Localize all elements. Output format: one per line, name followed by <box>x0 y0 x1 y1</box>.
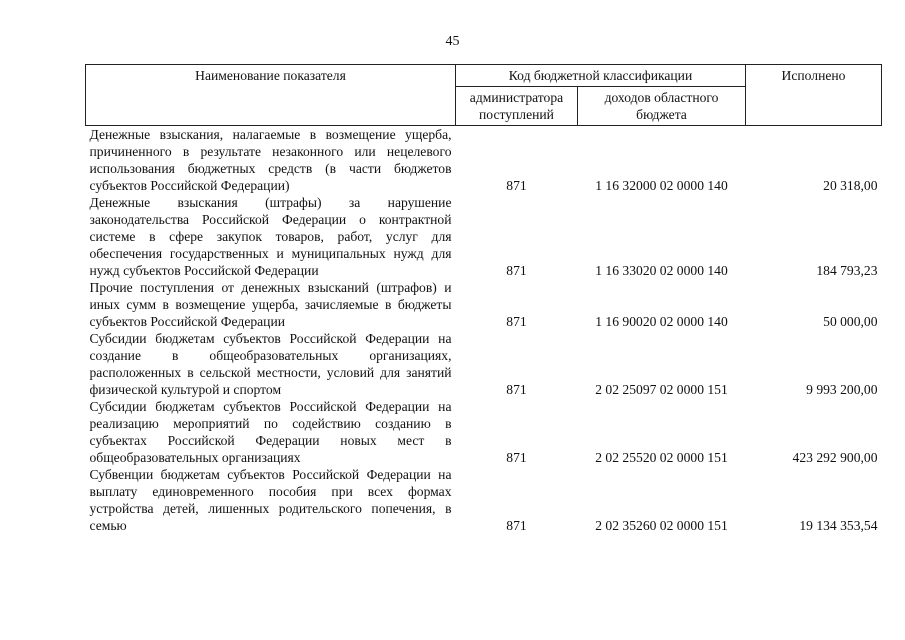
header-admin: администратора поступлений <box>456 87 578 126</box>
row-admin-code: 871 <box>506 382 527 397</box>
table-body <box>86 126 882 535</box>
row-executed-amount: 50 000,00 <box>823 314 878 329</box>
row-income-code: 2 02 25097 02 0000 151 <box>595 382 728 397</box>
row-name: Денежные взыскания, налагаемые в возмещение ущерба, причиненного в результате незаконного или нецелевого использования бюджетных средств (в части бюджетов субъектов Российской Федерации) <box>89 127 452 193</box>
header-income: доходов областного бюджета <box>578 87 746 126</box>
header-executed: Исполнено <box>746 65 882 126</box>
row-executed-amount: 423 292 900,00 <box>792 450 878 465</box>
row-admin-code: 871 <box>506 518 527 533</box>
row-income-code: 2 02 35260 02 0000 151 <box>595 518 728 533</box>
table-row <box>86 330 882 398</box>
table-row <box>86 194 882 279</box>
row-name: Субсидии бюджетам субъектов Российской Федерации на реализацию мероприятий по содействию созданию в субъектах Российской Федерации новых мест в общеобразовательных организациях <box>89 399 452 465</box>
row-income-code: 1 16 32000 02 0000 140 <box>595 178 728 193</box>
row-name: Субвенции бюджетам субъектов Российской Федерации на выплату единовременного пособия при всех формах устройства детей, лишенных родительского попечения, в семью <box>89 467 452 533</box>
row-name: Денежные взыскания (штрафы) за нарушение законодательства Российской Федерации о контрактной системе в сфере закупок товаров, работ, услуг для обеспечения государственных и муниципальных нужд для нужд субъектов Российской Федерации <box>89 195 452 278</box>
row-name: Прочие поступления от денежных взысканий (штрафов) и иных сумм в возмещение ущерба, зачисляемые в бюджеты субъектов Российской Федерации <box>89 280 452 329</box>
budget-report <box>85 64 881 534</box>
row-admin-code: 871 <box>506 450 527 465</box>
page-number: 45 <box>445 34 460 49</box>
row-executed-amount: 9 993 200,00 <box>806 382 878 397</box>
row-income-code: 1 16 90020 02 0000 140 <box>595 314 728 329</box>
table-header <box>86 65 882 126</box>
table-row <box>86 398 882 466</box>
row-admin-code: 871 <box>506 178 527 193</box>
row-name: Субсидии бюджетам субъектов Российской Федерации на создание в общеобразовательных организациях, расположенных в сельской местности, условий для занятий физической культурой и спортом <box>89 331 452 397</box>
row-income-code: 1 16 33020 02 0000 140 <box>595 263 728 278</box>
row-income-code: 2 02 25520 02 0000 151 <box>595 450 728 465</box>
row-executed-amount: 20 318,00 <box>823 178 878 193</box>
table-row <box>86 279 882 330</box>
header-code-group: Код бюджетной классификации <box>456 65 746 87</box>
budget-table <box>85 64 882 534</box>
row-executed-amount: 184 793,23 <box>816 263 878 278</box>
row-admin-code: 871 <box>506 263 527 278</box>
table-row <box>86 126 882 195</box>
row-admin-code: 871 <box>506 314 527 329</box>
header-indicator-name: Наименование показателя <box>86 65 456 126</box>
row-executed-amount: 19 134 353,54 <box>799 518 878 533</box>
table-row <box>86 466 882 534</box>
